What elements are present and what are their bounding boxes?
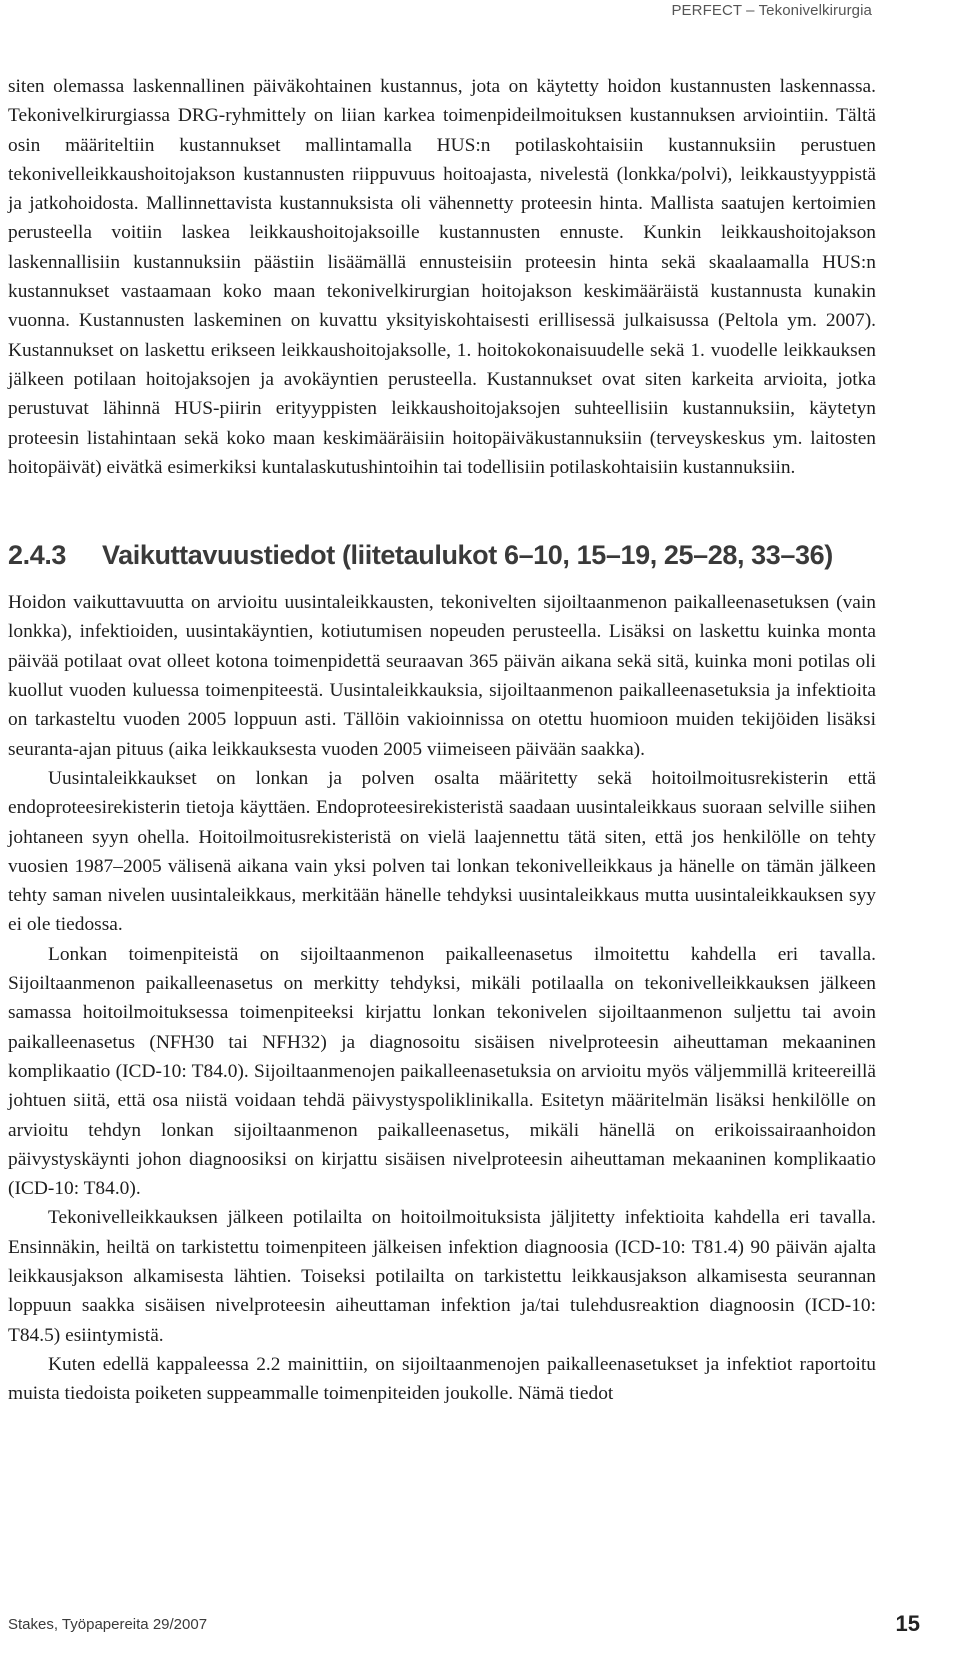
body-paragraph: Hoidon vaikuttavuutta on arvioitu uusintaleikkausten, tekonivelten sijoiltaanmenon paikalleenasetuksen (vain lonkka), infektioiden, uusintakäyntien, kotiutumisen nopeuden perusteella. Lisäksi on laskettu kuinka monta päivää potilaat ovat olleet kotona toimenpidettä seuraavan 365 päivän aikana sekä sitä, kuinka moni potilas oli kuollut vuoden kuluessa toimenpiteestä. Uusintaleikkauksia, sijoiltaanmenon paikalleenasetuksia ja infektioita on tarkasteltu vuoden 2005 loppuun asti. Tällöin vakioinnissa on otettu huomioon muiden tekijöiden lisäksi seuranta-ajan pituus (aika leikkauksesta vuoden 2005 viimeiseen päivään saakka). (8, 592, 876, 760)
section-number: 2.4.3 (8, 540, 67, 571)
body-paragraph: Uusintaleikkaukset on lonkan ja polven osalta määritetty sekä hoitoilmoitusrekisterin että endoproteesirekisterin tietoja käyttäen. Endoproteesirekisteristä saadaan uusintaleikkaus suoraan selville siihen johtaneen syyn ohella. Hoitoilmoitusrekisteristä on vielä laajennettu tätä siten, että jos henkilölle on tehty vuosien 1987–2005 välisenä aikana vain yksi polven tai lonkan tekonivelleikkaus ja hänelle on tämän jälkeen tehty saman nivelen uusintaleikkaus, merkitään hänelle tehdyksi uusintaleikkaus mutta uusintaleikkauksen syy ei ole tiedossa. (8, 767, 876, 936)
body-paragraph: Kuten edellä kappaleessa 2.2 mainittiin, on sijoiltaanmenojen paikalleenasetukset ja infektiot raportoitu muista tiedoista poiketen suppeammalle toimenpiteiden joukolle. Nämä tiedot (8, 1353, 876, 1405)
page-number: 15 (895, 1611, 920, 1636)
section-heading (8, 539, 876, 571)
page-body (8, 72, 876, 1408)
body-paragraph: Tekonivelleikkauksen jälkeen potilailta on hoitoilmoituksista jäljitetty infektioita kahdella eri tavalla. Ensinnäkin, heiltä on tarkistettu toimenpiteen jälkeisen infektion diagnoosia (ICD-10: T81.4) 90 päivän ajalta leikkausjakson alkamisesta lähtien. Toiseksi potilailta on tarkistettu leikkausjakson alkamisesta seurannan loppuun saakka sisäisen nivelproteesin aiheuttaman infektion ja/tai tulehdusreaktion diagnoosin (ICD-10: T84.5) esiintymistä. (8, 1207, 876, 1346)
running-header: PERFECT – Tekonivelkirurgia (671, 2, 872, 19)
footer-publication: Stakes, Työpapereita 29/2007 (8, 1616, 208, 1633)
section-title: Vaikuttavuustiedot (liitetaulukot 6–10, 15–19, 25–28, 33–36) (102, 540, 833, 571)
body-paragraph: Lonkan toimenpiteistä on sijoiltaanmenon paikalleenasetus ilmoitettu kahdella eri tavalla. Sijoiltaanmenon paikalleenasetus on merkitty tehdyksi, mikäli potilaalla on tekonivelleikkauksen jälkeen samassa hoitoilmoituksessa toimenpiteeksi kirjattu lonkan tekonivelen sijoiltaanmenon suljettu tai avoin paikalleenasetus (NFH30 tai NFH32) ja diagnosoitu sisäisen nivelproteesin aiheuttaman mekaaninen komplikaatio (ICD-10: T84.0). Sijoiltaanmenojen paikalleenasetuksia on arvioitu myös väljemmillä kriteereillä johtuen siitä, että osa niistä voidaan tehdä päivystyspoliklinikalla. Esitetyn määritelmän lisäksi henkilölle on arvioitu tehdyn lonkan sijoiltaanmenon paikalleenasetus, mikäli hänellä on erikoissairaanhoidon päivystyskäynti johon diagnoosiksi on kirjattu sisäisen nivelproteesin aiheuttaman mekaaninen komplikaatio (ICD-10: T84.0). (8, 943, 876, 1200)
intro-paragraph: siten olemassa laskennallinen päiväkohtainen kustannus, jota on käytetty hoidon kustannusten laskennassa. Tekonivelkirurgiassa DRG-ryhmittely on liian karkea toimenpideilmoituksen kustannuksen arviointiin. Tältä osin määriteltiin kustannukset mallintamalla HUS:n potilaskohtaisiin kustannuksiin perustuen tekonivelleikkaushoitojakson kustannusten riippuvuus hoitoajasta, nivelestä (lonkka/polvi), leikkaustyyppistä ja jatkohoidosta. Mallinnettavista kustannuksista oli vähennetty proteesin hinta. Mallista saatujen kertoimien perusteella voitiin laskea leikkaushoitojaksoille kustannusten ennuste. Kunkin leikkaushoitojakson laskennallisiin kustannuksiin päästiin lisäämällä ennusteisiin proteesin hinta sekä skaalaamalla HUS:n kustannukset vastaamaan koko maan tekonivelkirurgian hoitojakson keskimääräistä kustannusta kunakin vuonna. Kustannusten laskeminen on kuvattu yksityiskohtaisesti erillisessä julkaisussa (Peltola ym. 2007). Kustannukset on laskettu erikseen leikkaushoitojaksolle, 1. hoitokokonaisuudelle sekä 1. vuodelle leikkauksen jälkeen potilaan hoitojaksojen ja avokäyntien perusteella. Kustannukset ovat siten karkeita arvioita, jotka perustuvat lähinnä HUS-piirin erityyppisten leikkaushoitojaksojen suhteellisiin kustannuksiin, käytetyn proteesin listahintaan sekä koko maan keskimääräisiin hoitopäiväkustannuksiin (terveyskeskus ym. laitosten hoitopäivät) eivätkä esimerkiksi kuntalaskutushintoihin tai todellisiin potilaskohtaisiin kustannuksiin. (8, 76, 876, 478)
